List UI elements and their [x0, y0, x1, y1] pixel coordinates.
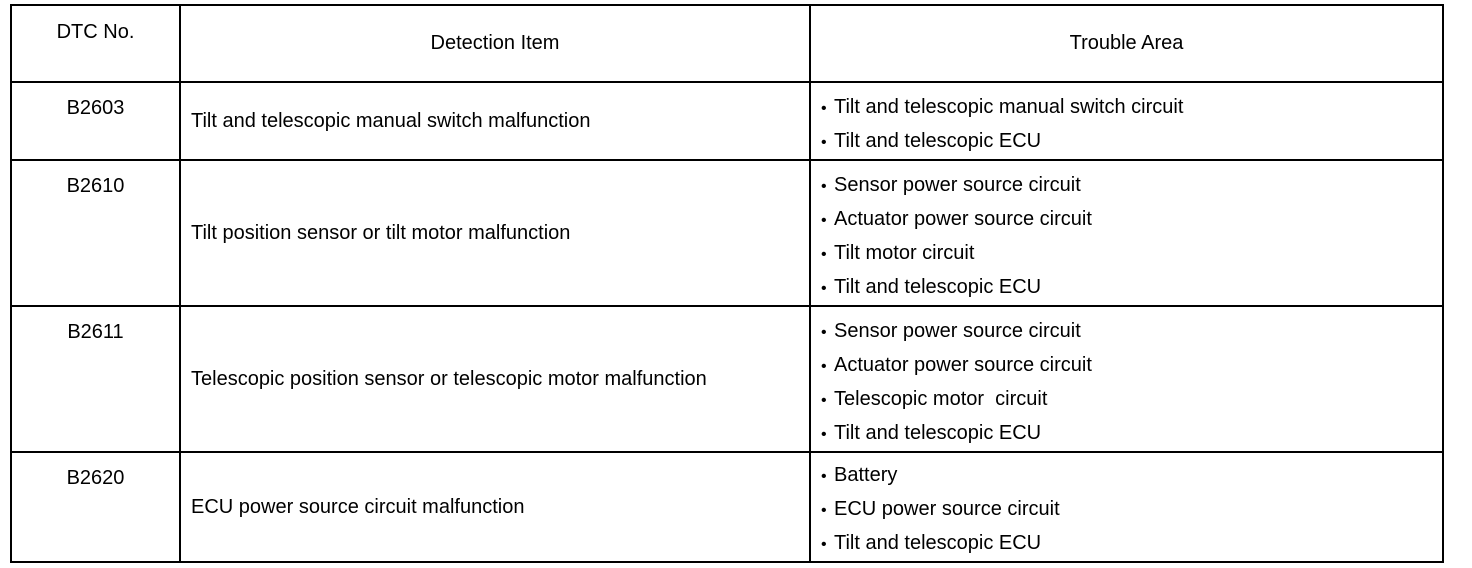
- dtc-table: [10, 4, 1444, 563]
- trouble-area-list: [821, 169, 1442, 305]
- table-header-row: [11, 5, 1443, 82]
- trouble-area-cell: [810, 306, 1443, 452]
- trouble-area-item: [821, 527, 1442, 561]
- trouble-area-text: Actuator power source circuit: [834, 354, 1092, 376]
- bullet-icon: •: [821, 100, 827, 117]
- header-dtc-no: DTC No.: [11, 5, 180, 82]
- trouble-area-text: Tilt and telescopic ECU: [834, 130, 1042, 152]
- trouble-area-item: [821, 271, 1442, 305]
- table-row: [11, 160, 1443, 306]
- trouble-area-list: [821, 315, 1442, 451]
- trouble-area-text: ECU power source circuit: [834, 498, 1060, 520]
- trouble-area-text: Tilt motor circuit: [834, 242, 975, 264]
- trouble-area-text: Actuator power source circuit: [834, 208, 1092, 230]
- trouble-area-item: [821, 125, 1442, 159]
- bullet-icon: •: [821, 246, 827, 263]
- trouble-area-text: Tilt and telescopic ECU: [834, 532, 1042, 554]
- table-row: [11, 452, 1443, 562]
- bullet-icon: •: [821, 502, 827, 519]
- trouble-area-cell: [810, 82, 1443, 160]
- dtc-code-cell: B2603: [11, 82, 180, 160]
- trouble-area-item: [821, 169, 1442, 203]
- detection-item-cell: Tilt position sensor or tilt motor malfunction: [180, 160, 810, 306]
- trouble-area-list: [821, 91, 1442, 159]
- trouble-area-item: [821, 237, 1442, 271]
- bullet-icon: •: [821, 392, 827, 409]
- detection-item-cell: Telescopic position sensor or telescopic motor malfunction: [180, 306, 810, 452]
- trouble-area-item: [821, 383, 1442, 417]
- bullet-icon: •: [821, 426, 827, 443]
- trouble-area-text: Tilt and telescopic ECU: [834, 276, 1042, 298]
- bullet-icon: •: [821, 280, 827, 297]
- trouble-area-item: [821, 203, 1442, 237]
- bullet-icon: •: [821, 358, 827, 375]
- header-detection-item: Detection Item: [180, 5, 810, 82]
- bullet-icon: •: [821, 134, 827, 151]
- trouble-area-item: [821, 315, 1442, 349]
- trouble-area-item: [821, 91, 1442, 125]
- detection-item-cell: Tilt and telescopic manual switch malfunction: [180, 82, 810, 160]
- trouble-area-cell: [810, 160, 1443, 306]
- trouble-area-text: Tilt and telescopic ECU: [834, 422, 1042, 444]
- trouble-area-text: Tilt and telescopic manual switch circuit: [834, 96, 1184, 118]
- table-row: [11, 306, 1443, 452]
- dtc-code-cell: B2620: [11, 452, 180, 562]
- trouble-area-cell: [810, 452, 1443, 562]
- table-row: [11, 82, 1443, 160]
- trouble-area-item: [821, 493, 1442, 527]
- trouble-area-text: Sensor power source circuit: [834, 174, 1081, 196]
- trouble-area-item: [821, 417, 1442, 451]
- trouble-area-text: Sensor power source circuit: [834, 320, 1081, 342]
- bullet-icon: •: [821, 324, 827, 341]
- trouble-area-item: [821, 349, 1442, 383]
- trouble-area-text: Telescopic motor circuit: [834, 388, 1048, 410]
- header-trouble-area: Trouble Area: [810, 5, 1443, 82]
- bullet-icon: •: [821, 536, 827, 553]
- dtc-code-cell: B2610: [11, 160, 180, 306]
- bullet-icon: •: [821, 212, 827, 229]
- dtc-code-cell: B2611: [11, 306, 180, 452]
- detection-item-cell: ECU power source circuit malfunction: [180, 452, 810, 562]
- bullet-icon: •: [821, 178, 827, 195]
- trouble-area-text: Battery: [834, 464, 898, 486]
- trouble-area-list: [821, 459, 1442, 561]
- trouble-area-item: [821, 459, 1442, 493]
- bullet-icon: •: [821, 468, 827, 485]
